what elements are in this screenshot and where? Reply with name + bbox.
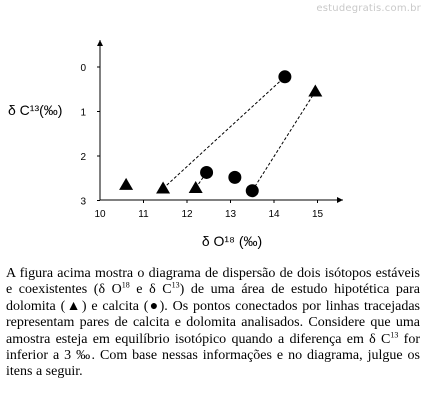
caption-sup-3: 13	[390, 329, 399, 339]
caption-paragraph	[6, 266, 420, 381]
y-tick-label: 2	[80, 152, 86, 163]
x-tick-label: 11	[138, 209, 149, 220]
caption-text-3: ) de uma área de estudo hipotética para dolomita (▲) e calcita (●). Os pontos conectados por linhas tracejadas representam pares de calcita e dolomita analisados. Considere que uma amostra esteja em equilíbrio isotópico quando a diferença em δ C	[6, 282, 420, 347]
pair-dashed-line	[252, 91, 315, 190]
x-tick-label: 12	[181, 209, 193, 220]
calcita-circle-point	[228, 171, 241, 184]
caption-sup-1: 18	[121, 280, 130, 290]
dolomita-triangle-point	[189, 181, 203, 193]
chart-axes	[97, 40, 343, 203]
y-axis-arrow	[97, 40, 103, 46]
dolomita-triangle-point	[156, 181, 170, 193]
x-tick-label: 14	[268, 209, 280, 220]
x-tick-label: 10	[94, 209, 106, 220]
x-tick-label: 15	[311, 209, 324, 220]
chart-markers	[119, 70, 322, 197]
chart-ticks	[80, 63, 323, 220]
y-tick-label: 1	[80, 107, 86, 119]
caption-text-2: e δ C	[129, 282, 172, 298]
dolomita-triangle-point	[119, 178, 133, 190]
y-axis-label: δ C¹³(‰)	[8, 102, 63, 118]
y-tick-label: 3	[80, 196, 86, 208]
dolomita-triangle-point	[308, 84, 322, 96]
calcita-circle-point	[246, 184, 259, 197]
x-tick-label: 13	[224, 209, 237, 220]
pair-dashed-line	[163, 77, 285, 189]
x-axis-arrow	[337, 197, 343, 203]
caption-text-4: for inferior a 3 ‰. Com base nessas informações e no diagrama, julgue os itens a seguir.	[6, 331, 420, 380]
scatter-chart	[0, 20, 428, 260]
x-axis-label: δ O¹⁸ (‰)	[201, 233, 263, 249]
y-tick-label: 0	[80, 63, 86, 74]
calcita-circle-point	[200, 166, 213, 179]
caption-text-1: A figura acima mostra o diagrama de dispersão de dois isótopos estáveis e coexistentes (δ O	[6, 266, 420, 298]
watermark-text: estudegratis.com.br	[316, 3, 421, 14]
caption-sup-2: 13	[171, 280, 180, 290]
calcita-circle-point	[278, 70, 291, 83]
